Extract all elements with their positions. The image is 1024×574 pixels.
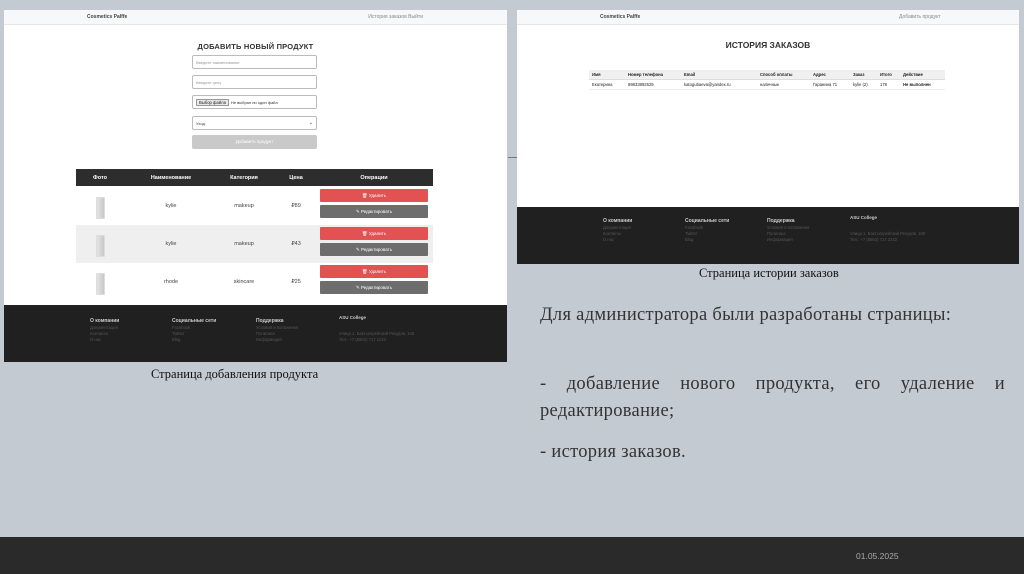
col-email: Email — [684, 72, 696, 77]
col-photo: Фото — [93, 174, 107, 181]
product-thumbnail — [96, 235, 105, 257]
orders-page-screenshot — [517, 10, 1019, 264]
product-name: kylie — [165, 203, 177, 209]
footer-address: Улица 1, Бактыгерейский Рекудов, 106 — [339, 331, 415, 336]
product-name-input[interactable]: Введите наименование — [192, 55, 317, 69]
footer-col1-title: О компании — [90, 318, 120, 324]
footer-address: Улица 1, Бактыгерейский Рекудов, 106 — [850, 231, 926, 236]
slide-paragraph-2: - добавление нового продукта, его удаление и редактирование; — [540, 374, 1005, 421]
product-category: makeup — [234, 203, 254, 209]
footer-link[interactable]: Twitter — [172, 331, 185, 336]
footer-link[interactable]: Политика — [767, 231, 786, 236]
delete-button[interactable]: 🗑 Удалить — [320, 227, 428, 240]
col-name: Имя — [592, 72, 601, 77]
footer-col3-title: Поддержка — [256, 318, 284, 324]
footer-link[interactable]: Информация — [767, 237, 793, 242]
product-price-input[interactable]: Введите цену — [192, 75, 317, 89]
footer-col4-title: ASU College — [850, 215, 878, 220]
product-name: kylie — [165, 241, 177, 247]
category-select[interactable] — [192, 116, 317, 130]
file-choose-button[interactable]: Выбор файла — [196, 99, 229, 106]
col-category: Категория — [230, 174, 258, 181]
admin-page-caption: Страница добавления продукта — [151, 367, 319, 381]
footer-link[interactable]: Facebook — [685, 225, 704, 230]
delete-button[interactable]: 🗑 Удалить — [320, 189, 428, 202]
footer-link[interactable]: О нас — [603, 237, 615, 242]
footer-col1-title: О компании — [603, 218, 633, 224]
orders-top-nav — [517, 10, 1019, 25]
col-price: Цена — [289, 174, 303, 181]
admin-top-nav — [4, 10, 507, 25]
col-phone: Номер телефона — [628, 72, 664, 77]
order-name: Екатерина — [592, 82, 613, 87]
edit-button[interactable]: ✎ Редактировать — [320, 205, 428, 218]
order-phone: 89833892529 — [628, 82, 654, 87]
col-address: Адрес — [813, 72, 826, 77]
footer-link[interactable]: Документация — [603, 225, 631, 230]
brand-logo[interactable]: Cosmetics Palffe — [600, 14, 641, 20]
order-total: 178 — [880, 82, 887, 87]
orders-page-caption: Страница истории заказов — [699, 266, 839, 280]
footer-phone: Тел.: +7 (8802) 717 2222 — [339, 337, 387, 342]
table-row — [76, 225, 433, 263]
col-name: Наименование — [150, 174, 192, 181]
product-category: skincare — [233, 279, 255, 285]
brand-logo[interactable]: Cosmetics Palffe — [87, 14, 128, 20]
slide-paragraph-3: - история заказов. — [540, 442, 686, 462]
col-total: Итого — [880, 72, 892, 77]
category-value: Уход — [196, 121, 205, 126]
col-operations: Операции — [360, 174, 388, 181]
footer-col2-title: Социальные сети — [685, 218, 730, 224]
product-name: rhode — [163, 279, 179, 285]
footer-link[interactable]: Документация — [90, 325, 118, 330]
footer-link[interactable]: Информация — [256, 337, 282, 342]
footer-link[interactable]: Контакты — [603, 231, 622, 236]
product-price: ₽25 — [291, 279, 301, 285]
order-address: Гаранина 71 — [813, 82, 838, 87]
footer-link[interactable]: Facebook — [172, 325, 191, 330]
order-items: kylie (2) — [853, 82, 868, 87]
admin-footer — [4, 305, 507, 362]
col-payment: Способ оплаты — [760, 72, 793, 77]
nav-links[interactable]: Добавить продукт — [899, 14, 941, 20]
col-action: Действие — [903, 72, 923, 77]
footer-col2-title: Социальные сети — [172, 318, 217, 324]
edit-button[interactable]: ✎ Редактировать — [320, 243, 428, 256]
footer-link[interactable]: Blog — [685, 237, 694, 242]
footer-col3-title: Поддержка — [767, 218, 795, 224]
order-email: katogubaeva@yandex.ru — [684, 82, 731, 87]
table-row — [589, 80, 945, 90]
footer-link[interactable]: Условия и положения — [767, 225, 810, 230]
order-payment: наличные — [760, 82, 780, 87]
product-category: makeup — [234, 241, 254, 247]
orders-footer — [517, 207, 1019, 264]
form-title: ДОБАВИТЬ НОВЫЙ ПРОДУКТ — [197, 42, 314, 51]
footer-col4-title: ASU College — [339, 315, 367, 320]
products-table-header — [76, 169, 433, 186]
slide-paragraph-1: Для администратора были разработаны страницы: — [540, 305, 952, 325]
footer-link[interactable]: Условия и положения — [256, 325, 299, 330]
footer-link[interactable]: Twitter — [685, 231, 698, 236]
delete-button[interactable]: 🗑 Удалить — [320, 265, 428, 278]
admin-page-screenshot — [4, 10, 507, 362]
table-row — [76, 187, 433, 225]
footer-phone: Тел.: +7 (8802) 717 2222 — [850, 237, 898, 242]
chevron-down-icon: ⌄ — [308, 120, 313, 126]
file-status: Не выбран ни один файл — [230, 100, 278, 105]
orders-title: ИСТОРИЯ ЗАКАЗОВ — [725, 40, 811, 50]
order-status-action[interactable]: Не выполнен — [903, 82, 931, 87]
col-order: Заказ — [853, 72, 865, 77]
footer-link[interactable]: Blog — [172, 337, 181, 342]
nav-links[interactable]: История заказов Выйти — [368, 14, 423, 20]
product-thumbnail — [96, 273, 105, 295]
edit-button[interactable]: ✎ Редактировать — [320, 281, 428, 294]
orders-table-header — [589, 70, 945, 80]
slide-date: 01.05.2025 — [856, 551, 899, 561]
divider — [508, 157, 517, 158]
table-row — [76, 263, 433, 301]
product-price: ₽43 — [291, 241, 301, 247]
footer-link[interactable]: Политика — [256, 331, 275, 336]
add-product-button[interactable]: Добавить продукт — [192, 135, 317, 149]
footer-link[interactable]: Контакты — [90, 331, 109, 336]
product-price: ₽89 — [291, 203, 301, 209]
footer-link[interactable]: О нас — [90, 337, 102, 342]
product-thumbnail — [96, 197, 105, 219]
file-input[interactable] — [192, 95, 317, 109]
